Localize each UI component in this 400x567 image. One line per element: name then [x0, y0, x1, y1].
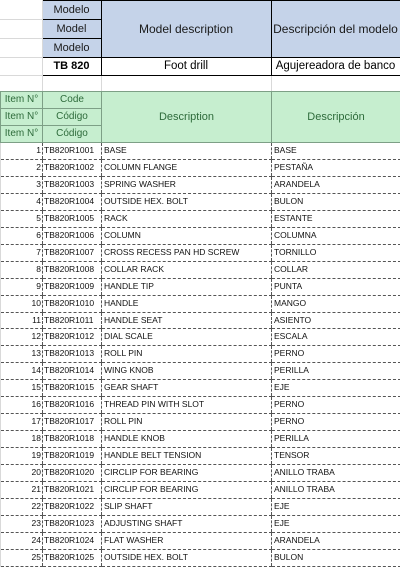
table-row: [1, 397, 400, 414]
descripcion-cell[interactable]: COLLAR: [272, 261, 400, 278]
part-code-cell[interactable]: TB820R1007: [43, 244, 102, 261]
item-number-cell[interactable]: 9: [1, 278, 43, 295]
model-label-cell[interactable]: Modelo: [42, 1, 101, 20]
table-row: [1, 549, 400, 566]
item-number-cell[interactable]: 24: [1, 532, 43, 549]
description-header[interactable]: Description: [102, 92, 272, 143]
part-code-cell[interactable]: TB820R1020: [43, 465, 102, 482]
part-code-cell[interactable]: TB820R1017: [43, 414, 102, 431]
part-code-cell[interactable]: TB820R1016: [43, 397, 102, 414]
description-cell[interactable]: WING KNOB: [102, 363, 272, 380]
description-cell[interactable]: GEAR SHAFT: [102, 380, 272, 397]
blank-cell: [271, 76, 400, 93]
part-code-cell[interactable]: TB820R1012: [43, 329, 102, 346]
descripcion-cell[interactable]: EJE: [272, 515, 400, 532]
descripcion-cell[interactable]: PERNO: [272, 414, 400, 431]
part-code-cell[interactable]: TB820R1008: [43, 261, 102, 278]
parts-body: [1, 143, 400, 567]
part-code-cell[interactable]: TB820R1015: [43, 380, 102, 397]
code-header-cell[interactable]: Código: [43, 109, 102, 126]
description-cell[interactable]: CIRCLIP FOR BEARING: [102, 465, 272, 482]
item-number-cell[interactable]: 2: [1, 159, 43, 176]
table-row: [1, 380, 400, 397]
item-number-cell[interactable]: 6: [1, 227, 43, 244]
item-number-cell[interactable]: 25: [1, 549, 43, 566]
description-cell[interactable]: COLLAR RACK: [102, 261, 272, 278]
descripcion-cell[interactable]: PERILLA: [272, 363, 400, 380]
descripcion-cell[interactable]: COLUMNA: [272, 227, 400, 244]
descripcion-cell[interactable]: MANGO: [272, 295, 400, 312]
part-code-cell[interactable]: TB820R1003: [43, 176, 102, 193]
descripcion-cell[interactable]: ARANDELA: [272, 176, 400, 193]
description-cell[interactable]: RACK: [102, 210, 272, 227]
item-number-cell[interactable]: 10: [1, 295, 43, 312]
model-label-cell[interactable]: Modelo: [42, 39, 101, 58]
descripcion-cell[interactable]: PUNTA: [272, 278, 400, 295]
description-cell[interactable]: FLAT WASHER: [102, 532, 272, 549]
item-number-cell[interactable]: 5: [1, 210, 43, 227]
item-number-cell[interactable]: 11: [1, 312, 43, 329]
description-cell[interactable]: CIRCLIP FOR BEARING: [102, 482, 272, 499]
part-code-cell[interactable]: TB820R1001: [43, 143, 102, 160]
part-code-cell[interactable]: TB820R1021: [43, 482, 102, 499]
descripcion-cell[interactable]: ESCALA: [272, 329, 400, 346]
part-code-cell[interactable]: TB820R1023: [43, 515, 102, 532]
part-code-cell[interactable]: TB820R1014: [43, 363, 102, 380]
part-code-cell[interactable]: TB820R1002: [43, 159, 102, 176]
table-row: [1, 499, 400, 516]
descripcion-cell[interactable]: PERNO: [272, 397, 400, 414]
table-row: [1, 448, 400, 465]
description-cell[interactable]: ROLL PIN: [102, 346, 272, 363]
item-number-cell[interactable]: 12: [1, 329, 43, 346]
description-cell[interactable]: HANDLE KNOB: [102, 431, 272, 448]
table-row: [1, 346, 400, 363]
item-header-cell[interactable]: Item N°: [1, 109, 43, 126]
table-row: [1, 143, 400, 160]
description-cell[interactable]: HANDLE BELT TENSION: [102, 448, 272, 465]
table-row: [1, 465, 400, 482]
blank-cell: [0, 39, 42, 58]
part-code-cell[interactable]: TB820R1019: [43, 448, 102, 465]
code-header-cell[interactable]: Code: [43, 92, 102, 109]
item-number-cell[interactable]: 19: [1, 448, 43, 465]
descripcion-cell[interactable]: ANILLO TRABA: [272, 465, 400, 482]
model-label-cell[interactable]: Model: [42, 20, 101, 39]
blank-cell: [0, 58, 42, 76]
part-code-cell[interactable]: TB820R1009: [43, 278, 102, 295]
description-cell[interactable]: HANDLE SEAT: [102, 312, 272, 329]
item-number-cell[interactable]: 14: [1, 363, 43, 380]
description-cell[interactable]: ADJUSTING SHAFT: [102, 515, 272, 532]
code-header-cell[interactable]: Código: [43, 126, 102, 143]
descripcion-cell[interactable]: BULON: [272, 193, 400, 210]
descripcion-cell[interactable]: ANILLO TRABA: [272, 482, 400, 499]
description-cell[interactable]: DIAL SCALE: [102, 329, 272, 346]
item-number-cell[interactable]: 18: [1, 431, 43, 448]
table-row: [1, 278, 400, 295]
descripcion-cell[interactable]: BULON: [272, 549, 400, 566]
part-code-cell[interactable]: TB820R1004: [43, 193, 102, 210]
table-row: [1, 295, 400, 312]
parts-table: [0, 91, 400, 567]
part-code-cell[interactable]: TB820R1025: [43, 549, 102, 566]
item-number-cell[interactable]: 8: [1, 261, 43, 278]
descripcion-cell[interactable]: PERILLA: [272, 431, 400, 448]
model-description-header[interactable]: Model description: [101, 1, 271, 58]
description-cell[interactable]: HANDLE TIP: [102, 278, 272, 295]
description-cell[interactable]: THREAD PIN WITH SLOT: [102, 397, 272, 414]
part-code-cell[interactable]: TB820R1024: [43, 532, 102, 549]
table-row: [1, 312, 400, 329]
item-number-cell[interactable]: 4: [1, 193, 43, 210]
descripcion-cell[interactable]: BASE: [272, 143, 400, 160]
item-number-cell[interactable]: 13: [1, 346, 43, 363]
model-header-table: [0, 0, 400, 93]
item-number-cell[interactable]: 15: [1, 380, 43, 397]
table-row: [1, 227, 400, 244]
item-number-cell[interactable]: 16: [1, 397, 43, 414]
item-number-cell[interactable]: 20: [1, 465, 43, 482]
description-cell[interactable]: SLIP SHAFT: [102, 499, 272, 516]
description-cell[interactable]: SPRING WASHER: [102, 176, 272, 193]
part-code-cell[interactable]: TB820R1005: [43, 210, 102, 227]
table-row: [1, 193, 400, 210]
description-cell[interactable]: ROLL PIN: [102, 414, 272, 431]
table-row: [1, 210, 400, 227]
table-row: [1, 532, 400, 549]
blank-cell: [0, 20, 42, 39]
blank-cell: [0, 76, 42, 93]
item-number-cell[interactable]: 7: [1, 244, 43, 261]
item-number-cell[interactable]: 17: [1, 414, 43, 431]
table-row: [1, 414, 400, 431]
descripcion-cell[interactable]: EJE: [272, 499, 400, 516]
description-cell[interactable]: BASE: [102, 143, 272, 160]
descripcion-cell[interactable]: ARANDELA: [272, 532, 400, 549]
blank-cell: [42, 76, 101, 93]
descripcion-cell[interactable]: ESTANTE: [272, 210, 400, 227]
descripcion-cell[interactable]: TORNILLO: [272, 244, 400, 261]
descripcion-cell[interactable]: TENSOR: [272, 448, 400, 465]
item-number-cell[interactable]: 3: [1, 176, 43, 193]
descripcion-cell[interactable]: PESTAÑA: [272, 159, 400, 176]
descripcion-modelo-header[interactable]: Descripción del modelo: [271, 1, 400, 58]
model-code-cell[interactable]: TB 820: [42, 58, 101, 76]
table-row: [1, 363, 400, 380]
part-code-cell[interactable]: TB820R1022: [43, 499, 102, 516]
description-cell[interactable]: COLUMN FLANGE: [102, 159, 272, 176]
table-row: [1, 431, 400, 448]
item-number-cell[interactable]: 1: [1, 143, 43, 160]
table-row: [1, 176, 400, 193]
description-cell[interactable]: CROSS RECESS PAN HD SCREW: [102, 244, 272, 261]
table-row: [1, 329, 400, 346]
description-cell[interactable]: HANDLE: [102, 295, 272, 312]
description-cell[interactable]: OUTSIDE HEX. BOLT: [102, 549, 272, 566]
table-row: [1, 515, 400, 532]
model-description-cell[interactable]: Foot drill: [101, 58, 271, 76]
descripcion-cell[interactable]: EJE: [272, 380, 400, 397]
part-code-cell[interactable]: TB820R1006: [43, 227, 102, 244]
part-code-cell[interactable]: TB820R1013: [43, 346, 102, 363]
part-code-cell[interactable]: TB820R1018: [43, 431, 102, 448]
description-cell[interactable]: OUTSIDE HEX. BOLT: [102, 193, 272, 210]
item-number-cell[interactable]: 21: [1, 482, 43, 499]
item-header-cell[interactable]: Item N°: [1, 126, 43, 143]
part-code-cell[interactable]: TB820R1010: [43, 295, 102, 312]
descripcion-cell[interactable]: PERNO: [272, 346, 400, 363]
table-row: [1, 482, 400, 499]
descripcion-header[interactable]: Descripción: [272, 92, 400, 143]
item-header-cell[interactable]: Item N°: [1, 92, 43, 109]
table-row: [1, 244, 400, 261]
description-cell[interactable]: COLUMN: [102, 227, 272, 244]
blank-cell: [0, 1, 42, 20]
item-number-cell[interactable]: 23: [1, 515, 43, 532]
table-row: [1, 261, 400, 278]
item-number-cell[interactable]: 22: [1, 499, 43, 516]
descripcion-cell[interactable]: ASIENTO: [272, 312, 400, 329]
blank-cell: [101, 76, 271, 93]
model-descripcion-cell[interactable]: Agujereadora de banco: [271, 58, 400, 76]
part-code-cell[interactable]: TB820R1011: [43, 312, 102, 329]
table-row: [1, 159, 400, 176]
